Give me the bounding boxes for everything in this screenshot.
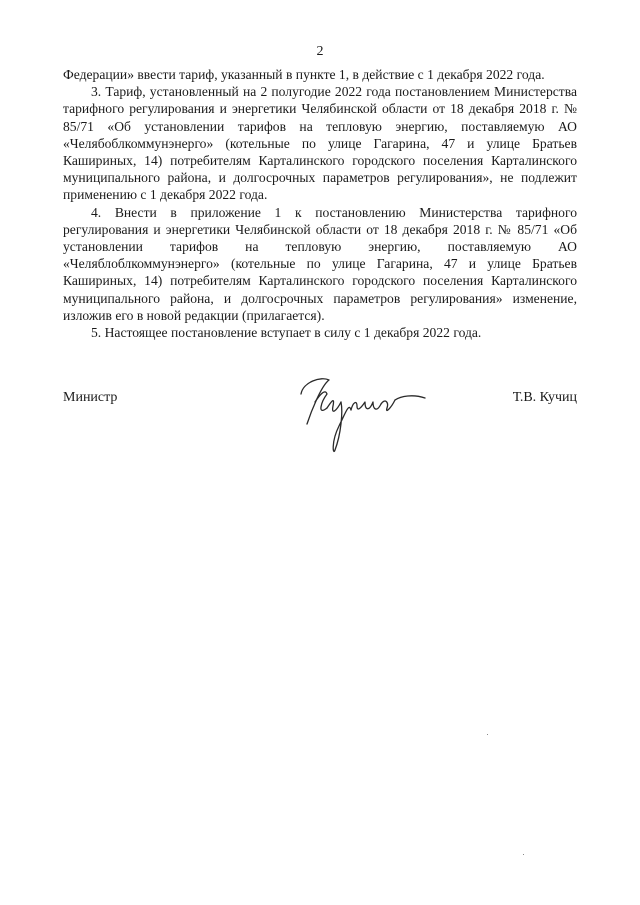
signature-block [63,372,577,462]
paragraph-5: 5. Настоящее постановление вступает в силу с 1 декабря 2022 года. [91,325,482,341]
paragraph-4: 4. Внести в приложение 1 к постановлению Министерства тарифного регулирования и энергетики Челябинской области от 18 декабря 2018 г. № 85/71 «Об установлении тарифов на тепловую энергию, поставляемую АО «Челяблоблкоммунэнерго» (котельные по улице Гагарина, 47 и улице Братьев Кашириных, 14) потребителям Карталинского городского поселения Карталинского муниципального района, и долгосрочных параметров регулирования» изменение, изложив его в новой редакции (прилагается). [63,204,577,323]
signer-position: Министр [63,390,118,405]
page-number: 2 [316,44,324,59]
paragraph-continued: Федерации» ввести тариф, указанный в пункте 1, в действие с 1 декабря 2022 года. [63,67,545,82]
document-body [63,66,577,341]
signer-name: Т.В. Кучиц [512,390,577,405]
paragraph-3: 3. Тариф, установленный на 2 полугодие 2022 года постановлением Министерства тарифного регулирования и энергетики Челябинской области от 18 декабря 2018 г. № 85/71 «Об установлении тарифов на тепловую энергию, поставляемую АО «Челябоблкоммунэнерго» (котельные по улице Гагарина, 47 и улице Братьев Кашириных, 14) потребителям Карталинского городского поселения Карталинского муниципального района, и долгосрочных параметров регулирования», не подлежит применению с 1 декабря 2022 года. [63,84,577,203]
scan-speck [487,734,488,735]
scan-speck [523,854,524,855]
handwritten-signature [291,372,431,460]
